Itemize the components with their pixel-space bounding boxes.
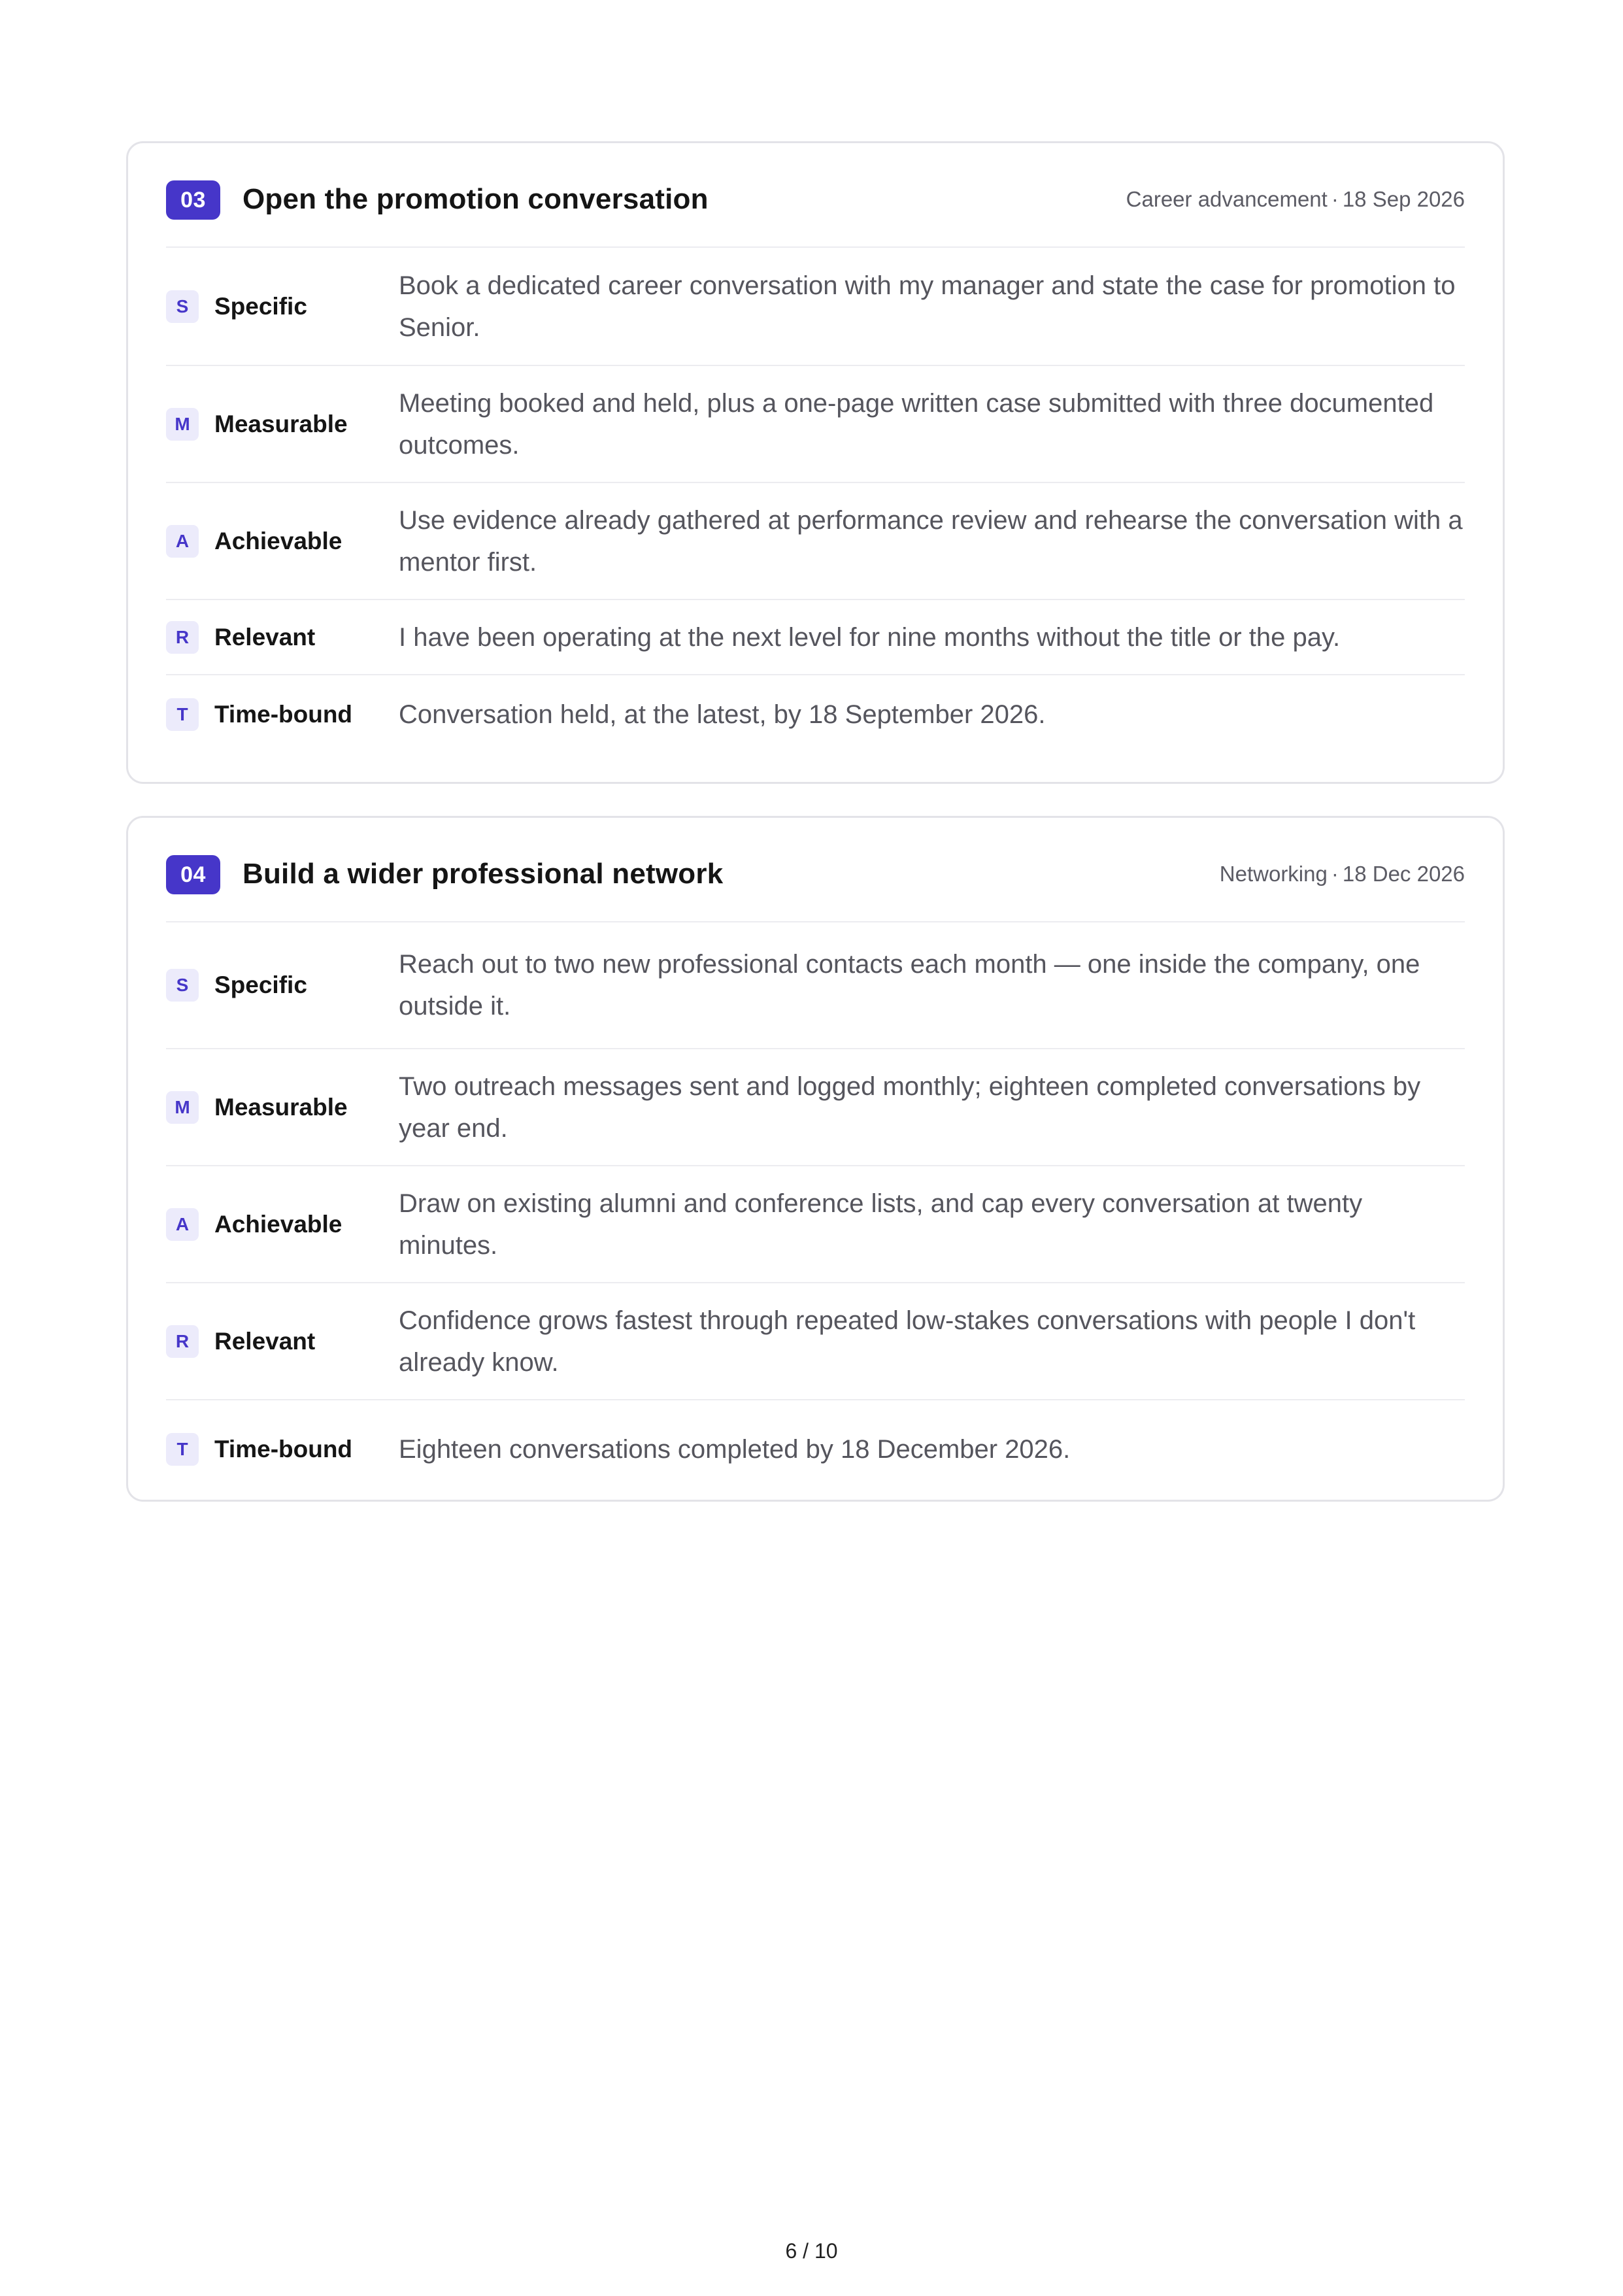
criterion-label: Specific: [214, 971, 307, 998]
criterion-text: Book a dedicated career conversation with my manager and state the case for promotion to Senior.: [399, 271, 1456, 342]
row-label: [166, 525, 399, 558]
smart-row-achievable: [166, 483, 1465, 600]
row-label: [166, 1208, 399, 1241]
criterion-text: Conversation held, at the latest, by 18 September 2026.: [399, 700, 1046, 729]
letter-badge: A: [166, 525, 199, 558]
smart-row-relevant: [166, 1283, 1465, 1400]
criterion-label: Relevant: [214, 1327, 316, 1355]
goal-number-badge: 03: [166, 180, 220, 220]
criterion-label: Achievable: [214, 1210, 343, 1238]
smart-row-relevant: [166, 600, 1465, 675]
smart-row-time-bound: [166, 1400, 1465, 1498]
page-number: 6 / 10: [785, 2239, 838, 2263]
criterion-label: Time-bound: [214, 701, 353, 728]
criterion-label: Measurable: [214, 1093, 348, 1121]
row-label: [166, 1433, 399, 1466]
row-label: [166, 1091, 399, 1124]
letter-badge: S: [166, 969, 199, 1002]
goal-due-date: 18 Sep 2026: [1342, 187, 1465, 211]
goal-due-date: 18 Dec 2026: [1342, 862, 1465, 886]
meta-separator: ·: [1331, 187, 1339, 211]
goal-title: Open the promotion conversation: [243, 183, 709, 215]
goal-category: Career advancement: [1126, 187, 1328, 211]
row-label: [166, 1325, 399, 1358]
goal-category: Networking: [1219, 862, 1328, 886]
letter-badge: T: [166, 1433, 199, 1466]
criterion-text: Use evidence already gathered at performance review and rehearse the conversation with a mentor first.: [399, 505, 1463, 577]
goal-meta: [1126, 187, 1465, 212]
letter-badge: A: [166, 1208, 199, 1241]
criterion-text: Eighteen conversations completed by 18 December 2026.: [399, 1435, 1071, 1464]
criterion-label: Specific: [214, 292, 307, 320]
letter-badge: R: [166, 621, 199, 654]
row-label: [166, 698, 399, 731]
smart-row-achievable: [166, 1166, 1465, 1283]
goal-card: [126, 816, 1505, 1502]
criterion-label: Time-bound: [214, 1436, 353, 1462]
goal-header: [166, 818, 1465, 922]
criterion-text: Meeting booked and held, plus a one-page written case submitted with three documented outcomes.: [399, 388, 1434, 460]
criterion-label: Measurable: [214, 410, 348, 437]
criterion-text: Confidence grows fastest through repeated low-stakes conversations with people I don't already know.: [399, 1306, 1416, 1377]
criterion-label: Relevant: [214, 623, 316, 650]
letter-badge: T: [166, 698, 199, 731]
letter-badge: R: [166, 1325, 199, 1358]
meta-separator: ·: [1331, 862, 1339, 886]
row-label: [166, 290, 399, 323]
goal-header: [166, 143, 1465, 248]
letter-badge: M: [166, 1091, 199, 1124]
goal-card: [126, 141, 1505, 784]
goal-number-badge: 04: [166, 855, 220, 894]
criterion-text: I have been operating at the next level for nine months without the title or the pay.: [399, 622, 1341, 652]
criterion-text: Two outreach messages sent and logged monthly; eighteen completed conversations by year end.: [399, 1072, 1421, 1143]
criterion-text: Reach out to two new professional contacts each month — one inside the company, one outside it.: [399, 950, 1420, 1021]
criterion-text: Draw on existing alumni and conference lists, and cap every conversation at twenty minutes.: [399, 1189, 1363, 1260]
smart-row-specific: [166, 248, 1465, 366]
letter-badge: M: [166, 408, 199, 441]
goal-title: Build a wider professional network: [243, 858, 724, 890]
smart-row-specific: [166, 922, 1465, 1049]
letter-badge: S: [166, 290, 199, 323]
row-label: [166, 621, 399, 654]
criterion-label: Achievable: [214, 527, 343, 554]
smart-row-time-bound: [166, 675, 1465, 754]
row-label: [166, 969, 399, 1002]
row-label: [166, 408, 399, 441]
smart-row-measurable: [166, 1049, 1465, 1166]
smart-row-measurable: [166, 366, 1465, 483]
goal-meta: [1220, 862, 1465, 886]
